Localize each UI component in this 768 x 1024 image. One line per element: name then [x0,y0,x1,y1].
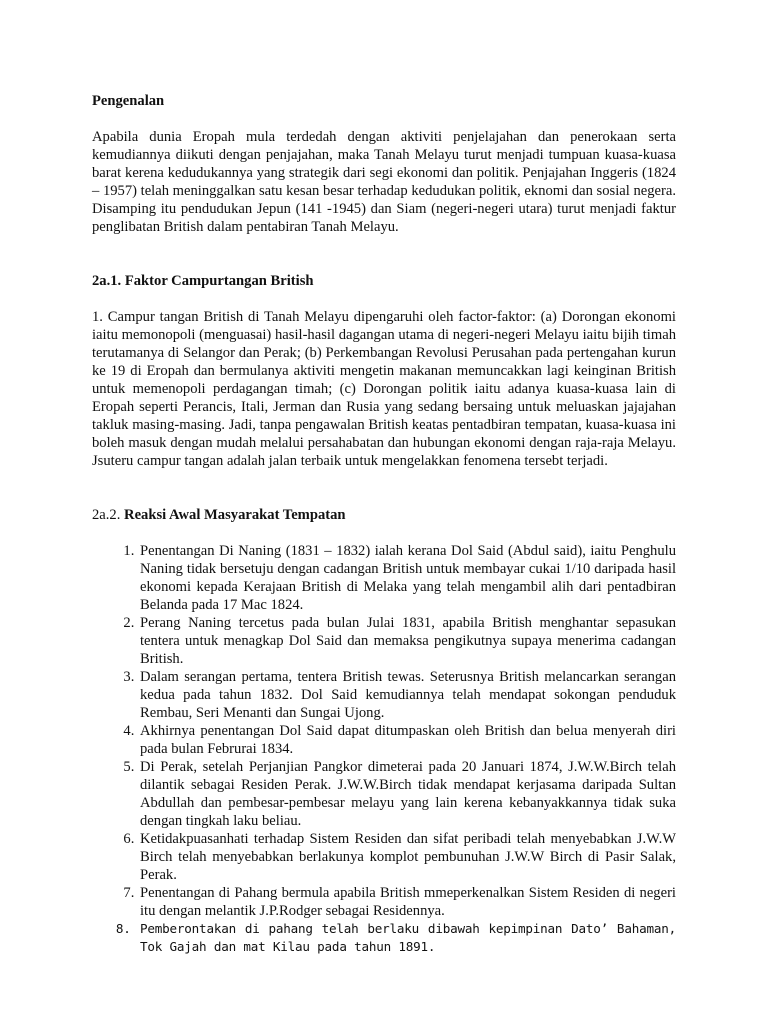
list-item: 8. Pemberontakan di pahang telah berlaku dibawah kepimpinan Dato’ Bahaman, Tok Gajah dan mat Kilau pada tahun 1891. [138,920,676,956]
section-2-heading [92,506,676,524]
list-item: 7. Penentangan di Pahang bermula apabila British mmeperkenalkan Sistem Residen di negeri itu dengan melantik J.P.Rodger sebagai Residennya. [138,884,676,920]
section-1-heading: 2a.1. Faktor Campurtangan British [92,273,314,289]
list-item: 4. Akhirnya penentangan Dol Said dapat ditumpaskan oleh British dan belua menyerah diri pada bulan Februrai 1834. [138,722,676,758]
list-item: 1. Penentangan Di Naning (1831 – 1832) ialah kerana Dol Said (Abdul said), iaitu Penghulu Naning tidak bersetuju dengan cadangan British untuk membayar cukai 1/10 daripada hasil ekonomi kepada Kerajaan British di Melaka yang telah mengambil alih dari pentadbiran Belanda pada 17 Mac 1824. [138,542,676,614]
section-2-heading-title: Reaksi Awal Masyarakat Tempatan [124,507,346,523]
section-2-heading-prefix: 2a.2. [92,507,125,523]
list-item: 6. Ketidakpuasanhati terhadap Sistem Residen dan sifat peribadi telah menyebabkan J.W.W Birch telah menyebabkan berlakunya komplot pembunuhan J.W.W Birch di Pasir Salak, Perak. [138,830,676,884]
list-item: 3. Dalam serangan pertama, tentera British tewas. Seterusnya British melancarkan serangan kedua pada tahun 1832. Dol Said kemudiannya telah mendapat sokongan penduduk Rembau, Seri Menanti dan Sungai Ujong. [138,668,676,722]
list-item: 2. Perang Naning tercetus pada bulan Julai 1831, apabila British menghantar sepasukan tentera untuk menagkap Dol Said dan memaksa pengikutnya supaya menerima cadangan British. [138,614,676,668]
reaction-list [92,542,676,956]
list-item: 5. Di Perak, setelah Perjanjian Pangkor dimeterai pada 20 Januari 1874, J.W.W.Birch telah dilantik sebagai Residen Perak. J.W.W.Birch tidak mendapat kerjasama daripada Sultan Abdullah dan pembesar-pembesar melayu yang lain kerena kebanyakkannya tidak suka dengan tingkah laku beliau. [138,758,676,830]
intro-heading: Pengenalan [92,93,165,109]
section-1-paragraph: 1. Campur tangan British di Tanah Melayu dipengaruhi oleh factor-faktor: (a) Dorongan ekonomi iaitu memonopoli (menguasai) hasil-hasil dagangan utama di negeri-negeri Melayu iaitu bijih timah terutamanya di Selangor dan Perak; (b) Perkembangan Revolusi Perusahan pada pertengahan kurun ke 19 di Eropah dan bermulanya aktiviti mengetin makanan memuncakkan lagi keinginan British untuk memenopoli perdagangan timah; (c) Dorongan politik iaitu adanya kuasa-kuasa lain di Eropah seperti Perancis, Itali, Jerman dan Rusia yang sedang bersaing untuk meluaskan jajajahan takluk masing-masing. Jadi, tanpa pengawalan British keatas pentadbiran tempatan, kuasa-kuasa ini boleh masuk dengan mudah melalui persahabatan dan hubungan ekonomi dengan raja-raja Melayu. Jsuteru campur tangan adalah jalan terbaik untuk mengelakkan fenomena tersebt terjadi. [92,309,676,469]
intro-paragraph: Apabila dunia Eropah mula terdedah dengan aktiviti penjelajahan dan penerokaan serta kemudiannya diikuti dengan penjajahan, maka Tanah Melayu turut menjadi tumpuan kuasa-kuasa barat kerena kedudukannya yang strategik dari segi ekonomi dan politik. Penjajahan Inggeris (1824 – 1957) telah meninggalkan satu kesan besar terhadap kedudukan politik, eknomi dan sosial negera. Disamping itu pendudukan Jepun (141 -1945) dan Siam (negeri-negeri utara) turut menjadi faktur penglibatan British dalam pentabiran Tanah Melayu. [92,129,676,235]
